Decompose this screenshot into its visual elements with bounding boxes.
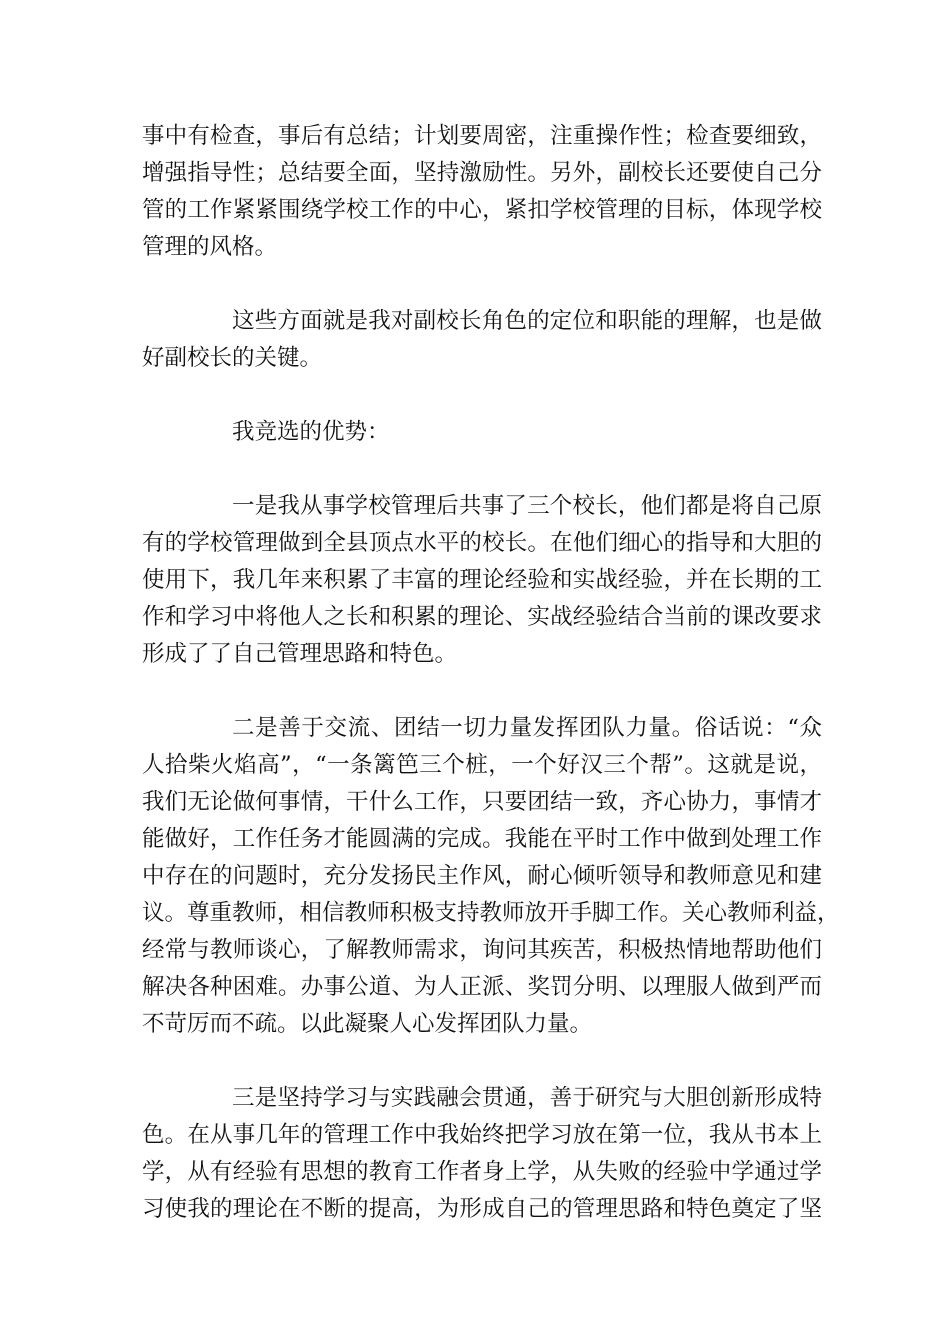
text-line: 增强指导性；总结要全面，坚持激励性。另外，副校长还要使自己分 — [142, 160, 822, 186]
text-line: 一是我从事学校管理后共事了三个校长，他们都是将自己原 — [232, 493, 822, 519]
document-body — [142, 118, 840, 1265]
text-line: 这些方面就是我对副校长角色的定位和职能的理解，也是做 — [232, 308, 822, 334]
text-line: 作和学习中将他人之长和积累的理论、实战经验结合当前的课改要求 — [142, 604, 822, 630]
paragraph-4 — [142, 488, 822, 673]
text-line: 事中有检查，事后有总结；计划要周密，注重操作性；检查要细致， — [142, 123, 822, 149]
text-line: 形成了了自己管理思路和特色。 — [142, 641, 458, 667]
text-line: 人拾柴火焰高”，“一条篱笆三个桩，一个好汉三个帮”。这就是说， — [142, 752, 822, 778]
paragraph-5 — [142, 710, 840, 1043]
text-line: 习使我的理论在不断的提高，为形成自己的管理思路和特色奠定了坚 — [142, 1196, 822, 1222]
text-line: 管的工作紧紧围绕学校工作的中心，紧扣学校管理的目标，体现学校 — [142, 197, 822, 223]
text-line: 解决各种困难。办事公道、为人正派、奖罚分明、以理服人做到严而 — [142, 974, 822, 1000]
text-line: 二是善于交流、团结一切力量发挥团队力量。俗话说：“众 — [232, 715, 822, 741]
text-line: 中存在的问题时，充分发扬民主作风，耐心倾听领导和教师意见和建 — [142, 863, 822, 889]
paragraph-1 — [142, 118, 822, 266]
text-line: 三是坚持学习与实践融会贯通，善于研究与大胆创新形成特 — [232, 1085, 822, 1111]
text-line: 色。在从事几年的管理工作中我始终把学习放在第一位，我从书本上 — [142, 1122, 822, 1148]
text-line: 有的学校管理做到全县顶点水平的校长。在他们细心的指导和大胆的 — [142, 530, 822, 556]
text-line: 我竞选的优势： — [232, 419, 390, 445]
text-line: 使用下，我几年来积累了丰富的理论经验和实战经验，并在长期的工 — [142, 567, 822, 593]
paragraph-3 — [142, 414, 822, 451]
text-line: 学，从有经验有思想的教育工作者身上学，从失败的经验中学通过学 — [142, 1159, 822, 1185]
text-line: 能做好，工作任务才能圆满的完成。我能在平时工作中做到处理工作 — [142, 826, 822, 852]
text-line: 议。尊重教师，相信教师积极支持教师放开手脚工作。关心教师利益， — [142, 900, 840, 926]
text-line: 管理的风格。 — [142, 234, 278, 260]
text-line: 不苛厉而不疏。以此凝聚人心发挥团队力量。 — [142, 1011, 593, 1037]
text-line: 我们无论做何事情，干什么工作，只要团结一致，齐心协力，事情才 — [142, 789, 822, 815]
paragraph-6 — [142, 1080, 822, 1228]
text-line: 好副校长的关键。 — [142, 345, 323, 371]
paragraph-2 — [142, 303, 822, 377]
text-line: 经常与教师谈心，了解教师需求，询问其疾苦，积极热情地帮助他们 — [142, 937, 822, 963]
